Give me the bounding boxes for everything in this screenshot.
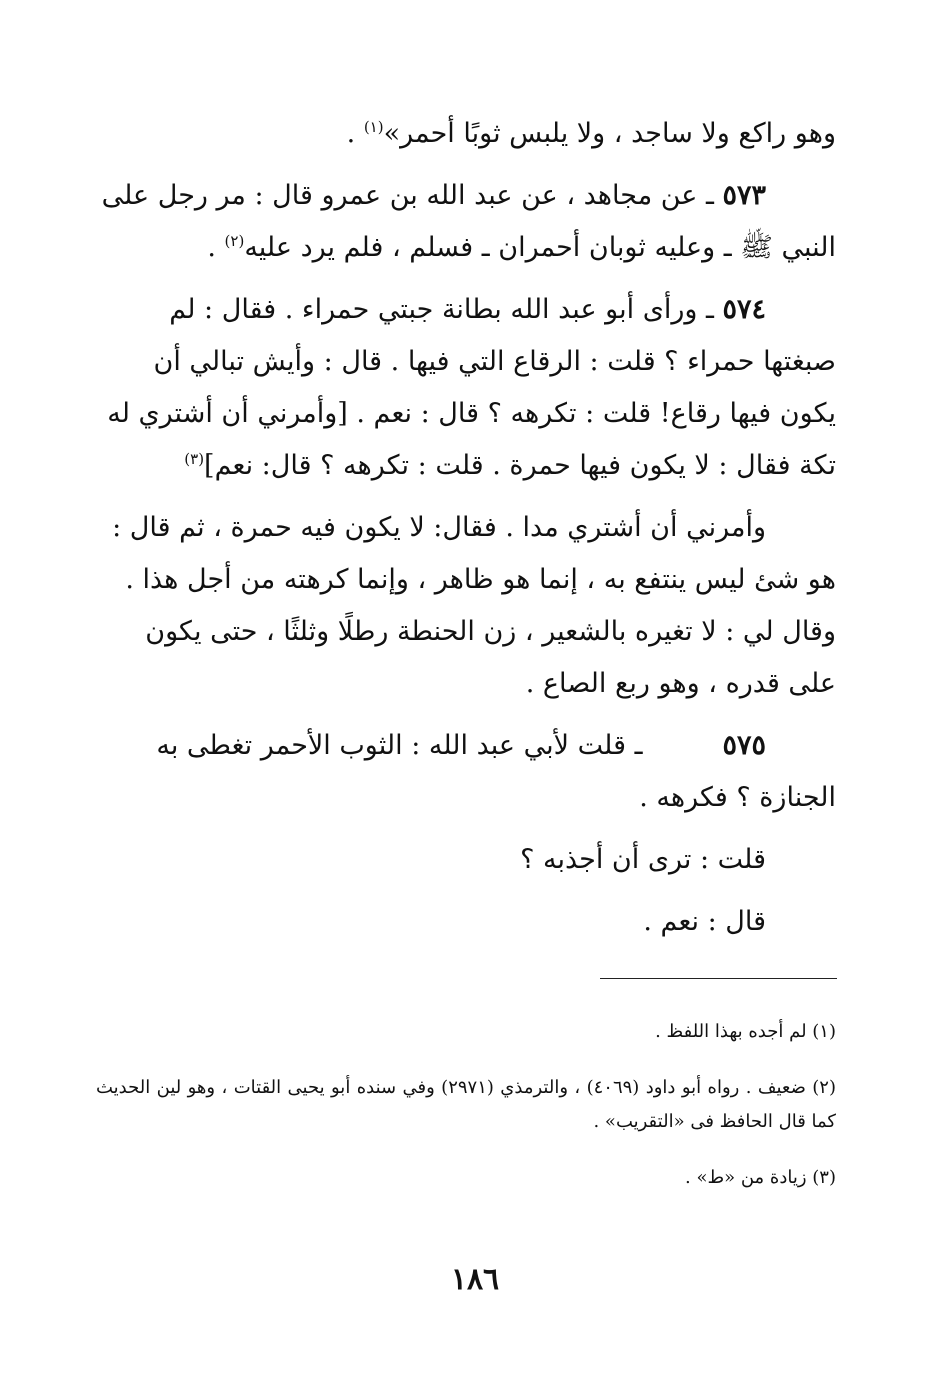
footnote-3: (٣) زيادة من «ط» .: [685, 1167, 836, 1188]
hadith-number: ٥٧٥: [722, 730, 766, 761]
paragraph-end: .: [207, 232, 225, 263]
footnote-divider: [600, 978, 837, 979]
footnote-ref: (٣): [184, 450, 205, 468]
paragraph-574: [96, 284, 836, 492]
page-number: ١٨٦: [450, 1262, 500, 1297]
paragraph-4: [96, 502, 836, 710]
footnote-ref: (١): [363, 118, 384, 136]
paragraph-end: .: [346, 118, 364, 149]
paragraph-6: قلت : ترى أن أجذبه ؟: [520, 844, 766, 875]
paragraph-text: وهو راكع ولا ساجد ، ولا يلبس ثوبًا أحمر»: [383, 118, 836, 149]
footnote-1: (١) لم أجده بهذا اللفظ .: [655, 1021, 836, 1042]
hadith-number: ٥٧٣: [722, 180, 766, 211]
paragraph-text: ـ ورأى أبو عبد الله بطانة جبتي حمراء . فقال : لم صبغتها حمراء ؟ قلت : الرقاع التي فيها . قال : وأيش تبالي أن يكون فيها رقاع! قلت : تكرهه ؟ قال : نعم . [وأمرني أن أشتري له تكة فقال : لا يكون فيها حمرة . قلت : تكرهه ؟ قال: نعم]: [107, 294, 836, 481]
footnotes: [96, 1015, 836, 1217]
paragraph-7: قال : نعم .: [643, 906, 766, 937]
footnote-2: (٢) ضعيف . رواه أبو داود (٤٠٦٩) ، والترمذي (٢٩٧١) وفي سنده أبو يحيى القتات ، وهو لين الحديث كما قال الحافظ فى «التقريب» .: [96, 1077, 836, 1132]
paragraph-1: [96, 108, 836, 160]
footnote-ref: (٢): [224, 232, 245, 250]
paragraph-573: [96, 170, 836, 274]
paragraph-text: ـ عن مجاهد ، عن عبد الله بن عمرو قال : مر رجل على النبي ﷺ ـ وعليه ثوبان أحمران ـ فسلم ، فلم يرد عليه: [101, 180, 836, 263]
paragraph-575: [96, 720, 836, 824]
main-text: [96, 108, 836, 958]
hadith-number: ٥٧٤: [722, 294, 766, 325]
paragraph-text: ـ قلت لأبي عبد الله : الثوب الأحمر تغطى به الجنازة ؟ فكرهه .: [156, 730, 836, 813]
paragraph-text: وأمرني أن أشتري مدا . فقال: لا يكون فيه حمرة ، ثم قال : هو شئ ليس ينتفع به ، إنما هو ظاهر ، وإنما كرهته من أجل هذا . وقال لي : لا تغيره بالشعير ، زن الحنطة رطلًا وثلثًا ، حتى يكون على قدره ، وهو ربع الصاع .: [112, 512, 836, 699]
